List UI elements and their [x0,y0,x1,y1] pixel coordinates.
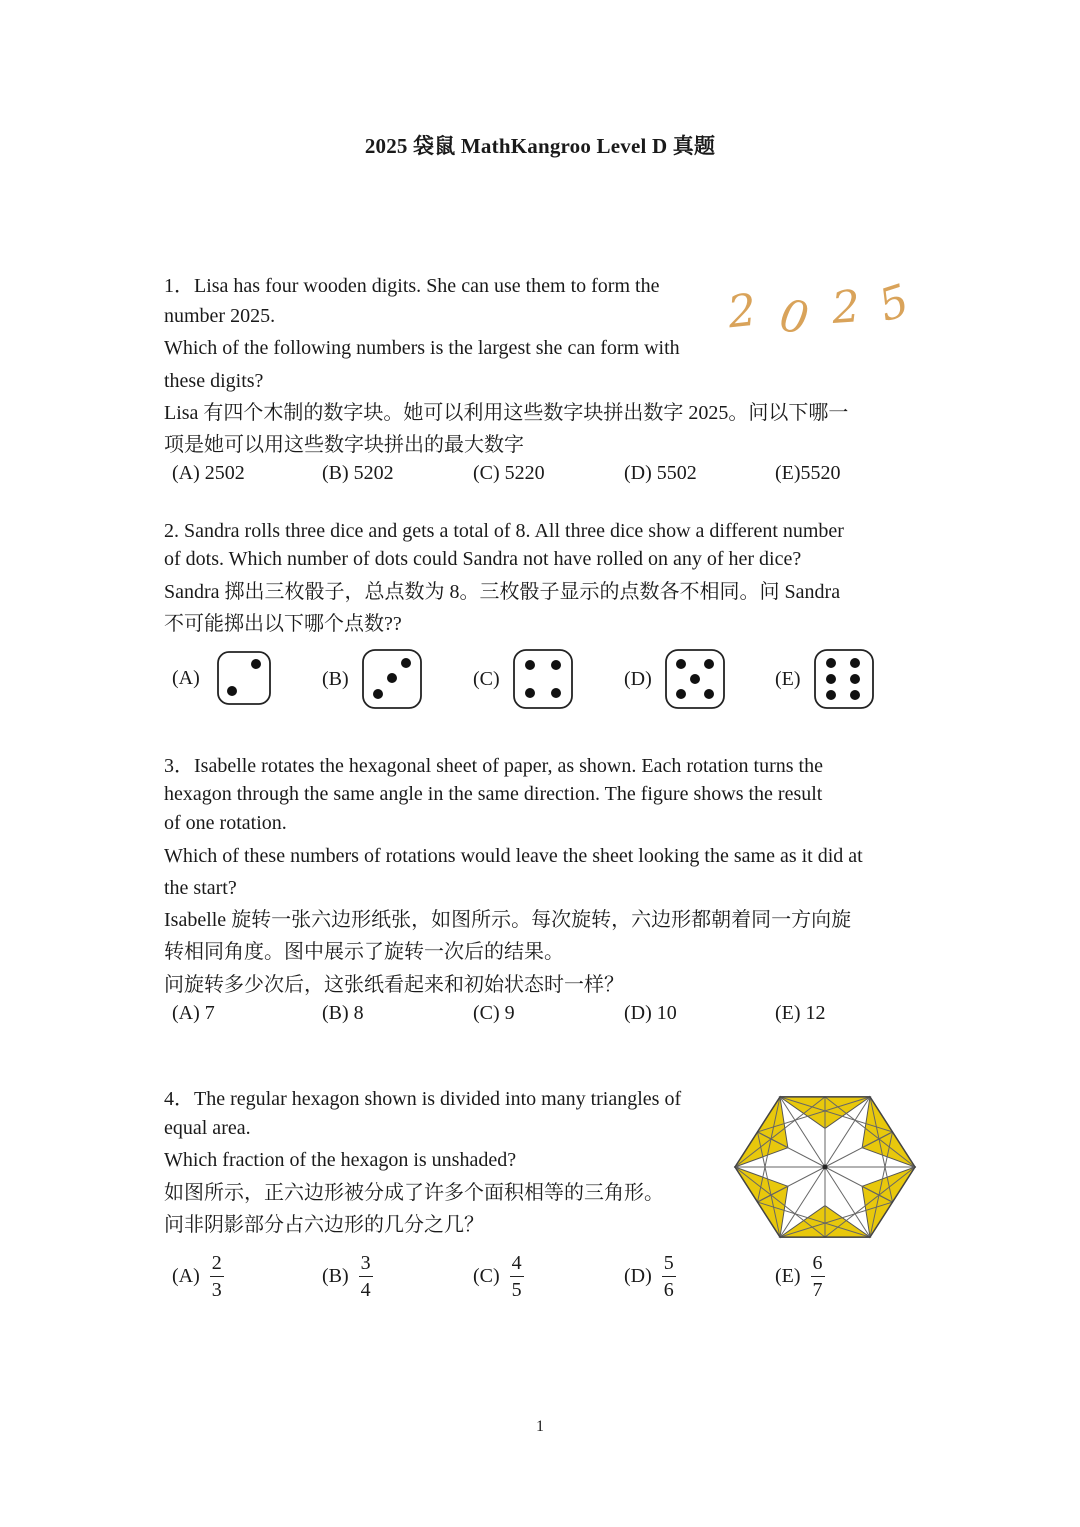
fraction [210,1252,224,1301]
q1-line: number 2025. [164,305,276,327]
die-five-icon [664,648,726,710]
q2-option-d [624,648,726,710]
q3-option-b: (B) 8 [322,1002,364,1024]
fraction-denominator: 4 [360,1279,371,1301]
q2-option-a [172,650,272,706]
fraction-bar [811,1276,825,1277]
q2-option-c [473,648,574,710]
fraction-numerator: 3 [360,1252,371,1274]
q1-option-b: (B) 5202 [322,462,394,484]
q2-line: 2. Sandra rolls three dice and gets a total of 8. All three dice show a different number [164,520,844,542]
fraction [662,1252,676,1301]
q3-line: of one rotation. [164,812,287,834]
q2-option-e [775,648,875,710]
q4-option-b [322,1252,373,1301]
wooden-digit: 2 [830,281,862,334]
q3-line: 转相同角度。图中展示了旋转一次后的结果。 [164,941,564,963]
q4-line: 如图所示，正六边形被分成了许多个面积相等的三角形。 [164,1182,664,1204]
q1-option-d: (D) 5502 [624,462,697,484]
q1-option-e: (E)5520 [775,462,841,484]
wooden-digit: 5 [872,274,916,333]
fraction-bar [662,1276,676,1277]
fraction-numerator: 2 [211,1252,222,1274]
q2-line: Sandra 掷出三枚骰子，总点数为 8。三枚骰子显示的点数各不相同。问 Sandra [164,581,841,603]
wooden-digit: 0 [775,289,813,346]
q4-option-d [624,1252,676,1301]
die-two-icon [216,650,272,706]
q2-option-b [322,648,423,710]
q4-option-label: (B) [322,1265,349,1287]
fraction [811,1252,825,1301]
wooden-digit: 2 [725,284,759,339]
q1-line: 项是她可以用这些数字块拼出的最大数字 [164,434,524,456]
fraction [359,1252,373,1301]
q4-option-label: (E) [775,1265,801,1287]
q4-line: Which fraction of the hexagon is unshaded? [164,1149,517,1171]
fraction-bar [510,1276,524,1277]
q3-option-a: (A) 7 [172,1002,215,1024]
fraction-denominator: 3 [211,1279,222,1301]
fraction-denominator: 6 [663,1279,674,1301]
q2-option-label: (A) [172,666,200,689]
fraction [510,1252,524,1301]
q2-option-label: (E) [775,667,801,690]
q2-line: 不可能掷出以下哪个点数?? [164,613,402,635]
fraction-numerator: 4 [511,1252,522,1274]
q4-option-c [473,1252,524,1301]
q3-line: Which of these numbers of rotations would leave the sheet looking the same as it did at [164,845,863,867]
q1-option-a: (A) 2502 [172,462,245,484]
q1-line: Which of the following numbers is the largest she can form with [164,337,680,359]
fraction-numerator: 5 [663,1252,674,1274]
q4-line: equal area. [164,1117,251,1139]
fraction-bar [210,1276,224,1277]
die-four-icon [512,648,574,710]
q3-option-e: (E) 12 [775,1002,826,1024]
fraction-bar [359,1276,373,1277]
q2-option-label: (D) [624,667,652,690]
wooden-digits-image [725,274,928,346]
q1-line: these digits? [164,370,264,392]
die-three-icon [361,648,423,710]
q4-line: 4．The regular hexagon shown is divided into many triangles of [164,1088,682,1110]
fraction-numerator: 6 [812,1252,823,1274]
q3-option-d: (D) 10 [624,1002,677,1024]
q3-option-c: (C) 9 [473,1002,515,1024]
q4-option-label: (D) [624,1265,652,1287]
q2-option-label: (B) [322,667,349,690]
q3-line: hexagon through the same angle in the same direction. The figure shows the result [164,783,823,805]
q2-option-label: (C) [473,667,500,690]
q4-option-a [172,1252,224,1301]
q1-line: Lisa 有四个木制的数字块。她可以利用这些数字块拼出数字 2025。问以下哪一 [164,402,849,424]
q2-line: of dots. Which number of dots could Sandra not have rolled on any of her dice? [164,548,802,570]
q3-line: Isabelle 旋转一张六边形纸张，如图所示。每次旋转，六边形都朝着同一方向旋 [164,909,852,931]
q1-line: 1．Lisa has four wooden digits. She can use them to form the [164,275,660,297]
q3-line: the start? [164,877,237,899]
fraction-denominator: 5 [511,1279,522,1301]
q4-option-label: (A) [172,1265,200,1287]
hexagon-center-point [823,1165,828,1170]
die-six-icon [813,648,875,710]
fraction-denominator: 7 [812,1279,823,1301]
page-title: 2025 袋鼠 MathKangroo Level D 真题 [364,134,716,158]
q4-option-e [775,1252,825,1301]
shaded-hexagon-figure [733,1085,917,1249]
q3-line: 3．Isabelle rotates the hexagonal sheet of paper, as shown. Each rotation turns the [164,755,823,777]
q3-line: 问旋转多少次后，这张纸看起来和初始状态时一样？ [164,974,624,996]
q1-option-c: (C) 5220 [473,462,545,484]
q4-option-label: (C) [473,1265,500,1287]
page-number: 1 [536,1418,544,1435]
q4-line: 问非阴影部分占六边形的几分之几？ [164,1214,484,1236]
